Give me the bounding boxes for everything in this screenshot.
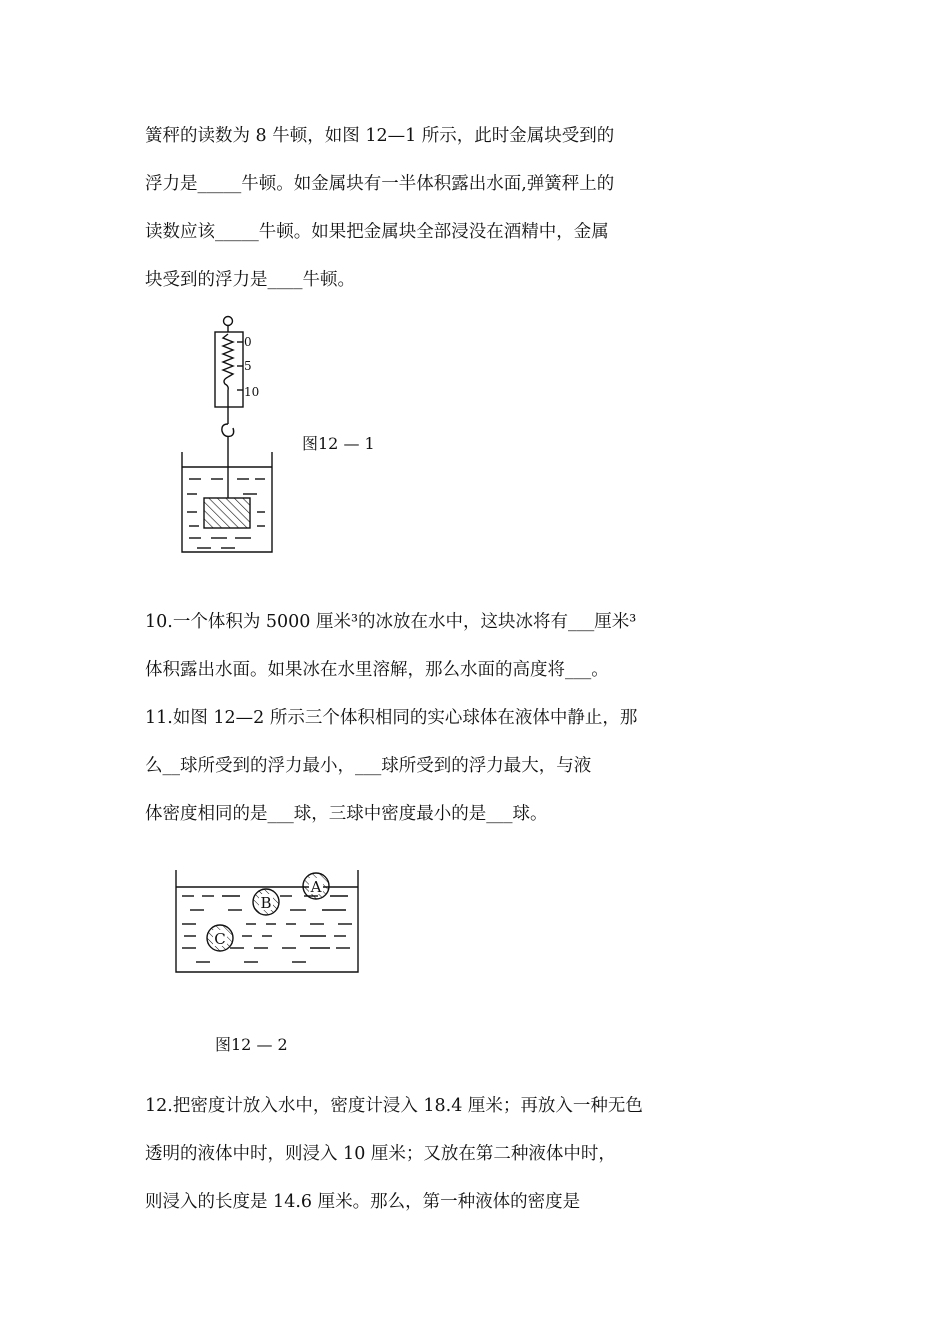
figure-12-2 (170, 866, 370, 978)
ball-c-label: C (214, 930, 226, 948)
metal-block (204, 498, 250, 528)
ball-a-label: A (310, 878, 322, 896)
q11-line-2: 么__球所受到的浮力最小，___球所受到的浮力最大，与液 (145, 756, 592, 776)
q9-line-2: 浮力是_____牛顿。如金属块有一半体积露出水面,弹簧秤上的 (145, 174, 615, 194)
figure-12-1 (175, 312, 285, 562)
scale-label-0: 0 (244, 335, 252, 349)
q12-line-1: 12.把密度计放入水中，密度计浸入 18.4 厘米；再放入一种无色 (145, 1096, 643, 1116)
figure-12-1-caption: 图12 — 1 (302, 434, 375, 453)
q11-line-3: 体密度相同的是___球，三球中密度最小的是___球。 (145, 804, 548, 824)
scale-label-5: 5 (244, 359, 252, 373)
scale-label-10: 10 (244, 385, 260, 399)
q12-line-3: 则浸入的长度是 14.6 厘米。那么，第一种液体的密度是 (145, 1192, 581, 1212)
container (176, 870, 358, 972)
q10-line-1: 10.一个体积为 5000 厘米³的冰放在水中，这块冰将有___厘米³ (145, 612, 637, 632)
q9-line-1: 簧秤的读数为 8 牛顿，如图 12—1 所示，此时金属块受到的 (145, 126, 615, 146)
q9-line-3: 读数应该_____牛顿。如果把金属块全部浸没在酒精中，金属 (145, 222, 609, 242)
q9-line-4: 块受到的浮力是____牛顿。 (145, 270, 355, 290)
q12-line-2: 透明的液体中时，则浸入 10 厘米；又放在第二种液体中时， (145, 1144, 616, 1164)
figure-12-2-caption: 图12 — 2 (215, 1035, 288, 1054)
scale-bottom-hook (222, 424, 234, 436)
scale-top-ring (224, 317, 233, 326)
ball-b-label: B (260, 894, 272, 912)
spring-coil (223, 334, 233, 377)
q10-line-2: 体积露出水面。如果冰在水里溶解，那么水面的高度将___。 (145, 660, 609, 680)
q11-line-1: 11.如图 12—2 所示三个体积相同的实心球体在液体中静止，那 (145, 708, 638, 728)
